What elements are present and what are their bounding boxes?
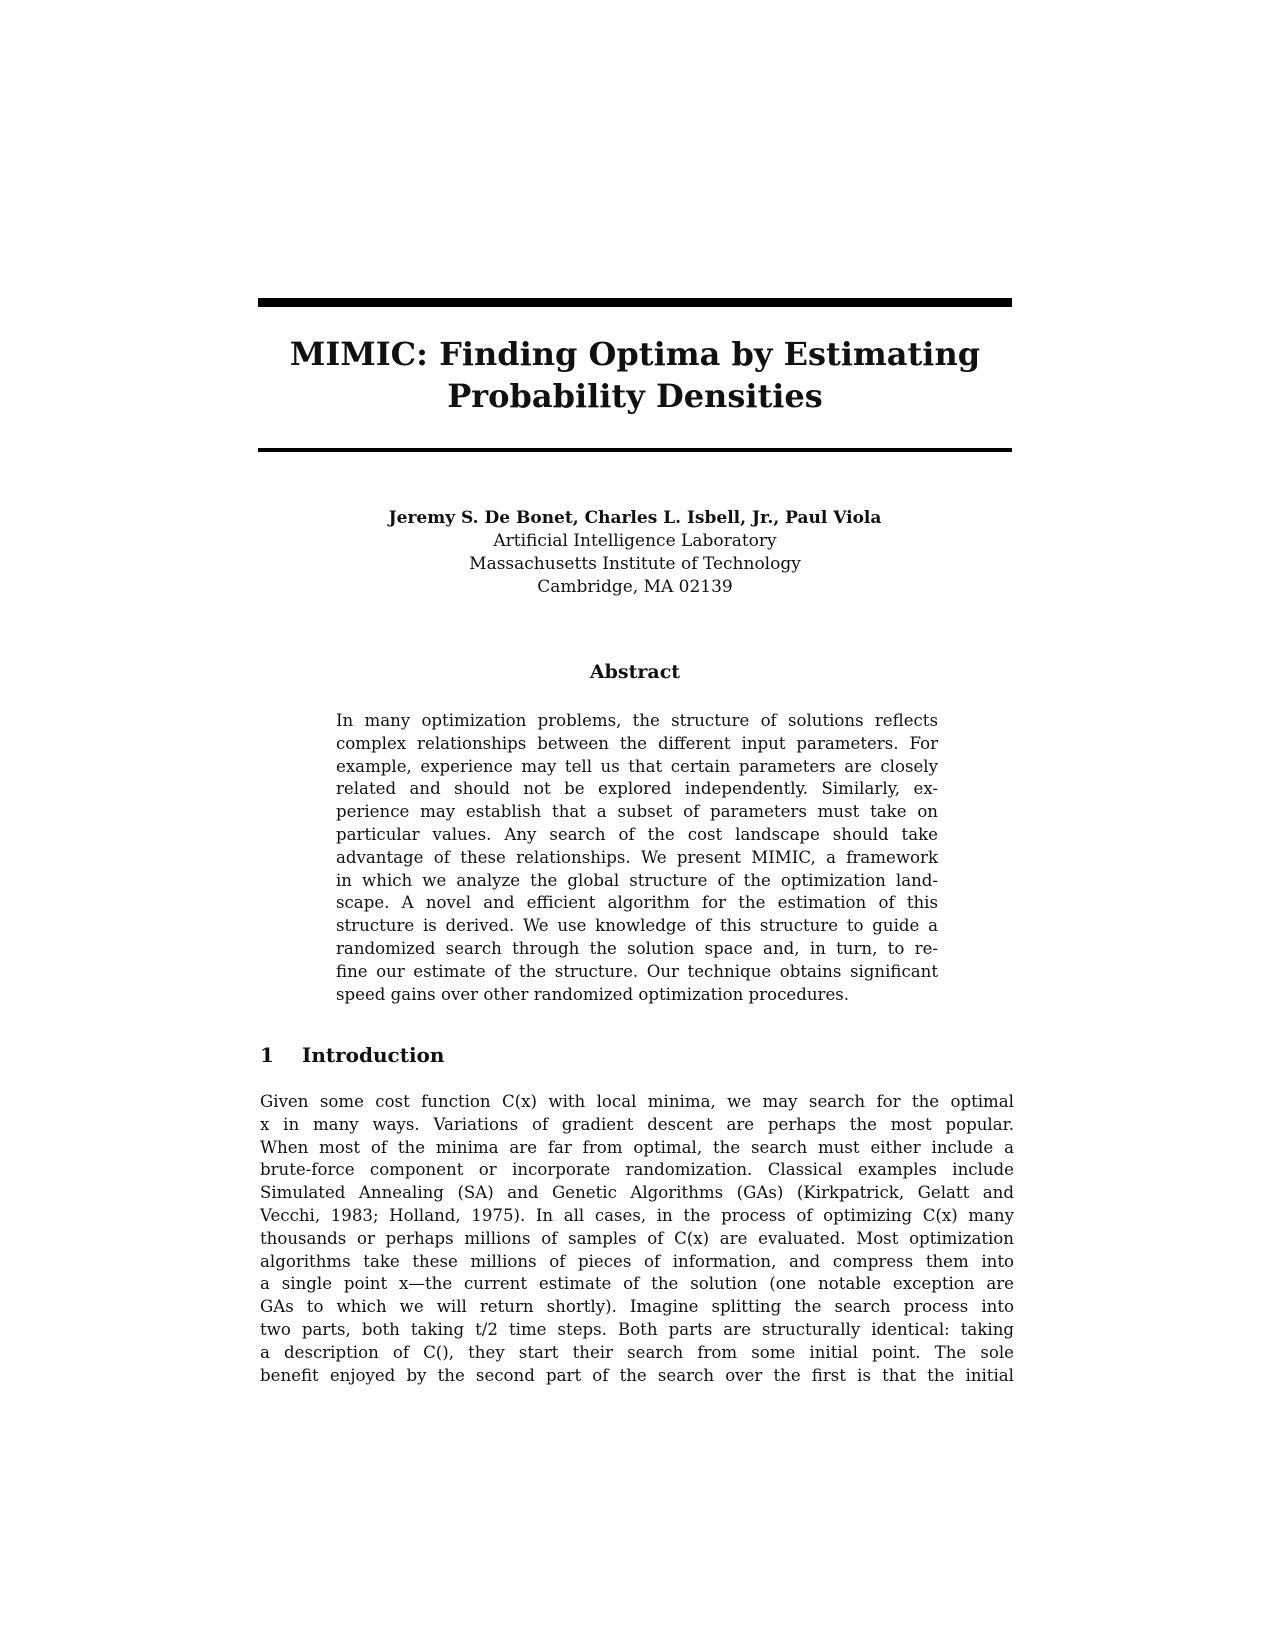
abstract-line: structure is derived. We use knowledge of this structure to guide a <box>336 916 938 936</box>
abstract-line: in which we analyze the global structure of the optimization land- <box>336 870 938 890</box>
body-line: a description of C(), they start their search from some initial point. The sole <box>260 1342 1014 1362</box>
abstract-heading: Abstract <box>589 661 681 683</box>
title-line-2: Probability Densities <box>447 377 823 415</box>
abstract-line: particular values. Any search of the cost landscape should take <box>336 824 938 844</box>
paper-title <box>258 333 1012 417</box>
abstract-line: speed gains over other randomized optimization procedures. <box>336 984 850 1004</box>
body-line: When most of the minima are far from optimal, the search must either include a <box>260 1137 1014 1157</box>
body-line: Simulated Annealing (SA) and Genetic Algorithms (GAs) (Kirkpatrick, Gelatt and <box>260 1183 1014 1203</box>
introduction-body <box>260 1091 1014 1387</box>
body-line: benefit enjoyed by the second part of the search over the first is that the initial <box>260 1365 1014 1385</box>
section-number: 1 <box>260 1043 274 1067</box>
body-line: Vecchi, 1983; Holland, 1975). In all cases, in the process of optimizing C(x) many <box>260 1205 1014 1225</box>
title-line-1: MIMIC: Finding Optima by Estimating <box>289 335 981 373</box>
title-top-rule <box>258 298 1012 307</box>
abstract-line: advantage of these relationships. We present MIMIC, a framework <box>336 847 938 867</box>
abstract-line: related and should not be explored independently. Similarly, ex- <box>336 779 938 799</box>
abstract-line: scape. A novel and efficient algorithm for the estimation of this <box>336 893 938 913</box>
body-line: algorithms take these millions of pieces of information, and compress them into <box>260 1251 1014 1271</box>
abstract-line: In many optimization problems, the structure of solutions reflects <box>336 711 938 730</box>
body-line: a single point x—the current estimate of the solution (one notable exception are <box>260 1274 1014 1294</box>
abstract-body <box>336 710 938 1006</box>
affiliation-institute: Massachusetts Institute of Technology <box>469 554 801 574</box>
author-list: Jeremy S. De Bonet, Charles L. Isbell, Jr., Paul Viola <box>388 508 882 528</box>
affiliation-lab: Artificial Intelligence Laboratory <box>493 531 777 551</box>
abstract-line: randomized search through the solution space and, in turn, to re- <box>336 938 938 958</box>
affiliation-address: Cambridge, MA 02139 <box>537 577 733 597</box>
section-heading <box>260 1042 444 1068</box>
affiliation-block <box>258 530 1012 599</box>
body-line: two parts, both taking t/2 time steps. Both parts are structurally identical: taking <box>260 1319 1014 1339</box>
section-title: Introduction <box>302 1043 445 1067</box>
body-line: thousands or perhaps millions of samples of C(x) are evaluated. Most optimization <box>260 1228 1014 1248</box>
title-bottom-rule <box>258 448 1012 452</box>
abstract-line: perience may establish that a subset of parameters must take on <box>336 802 938 822</box>
body-line: x in many ways. Variations of gradient descent are perhaps the most popular. <box>260 1114 1014 1134</box>
body-line: Given some cost function C(x) with local minima, we may search for the optimal <box>260 1092 1014 1111</box>
abstract-line: fine our estimate of the structure. Our technique obtains significant <box>336 961 938 981</box>
abstract-line: example, experience may tell us that certain parameters are closely <box>336 756 938 776</box>
abstract-line: complex relationships between the different input parameters. For <box>336 733 938 753</box>
body-line: brute-force component or incorporate randomization. Classical examples include <box>260 1160 1014 1180</box>
body-line: GAs to which we will return shortly). Imagine splitting the search process into <box>260 1297 1014 1317</box>
